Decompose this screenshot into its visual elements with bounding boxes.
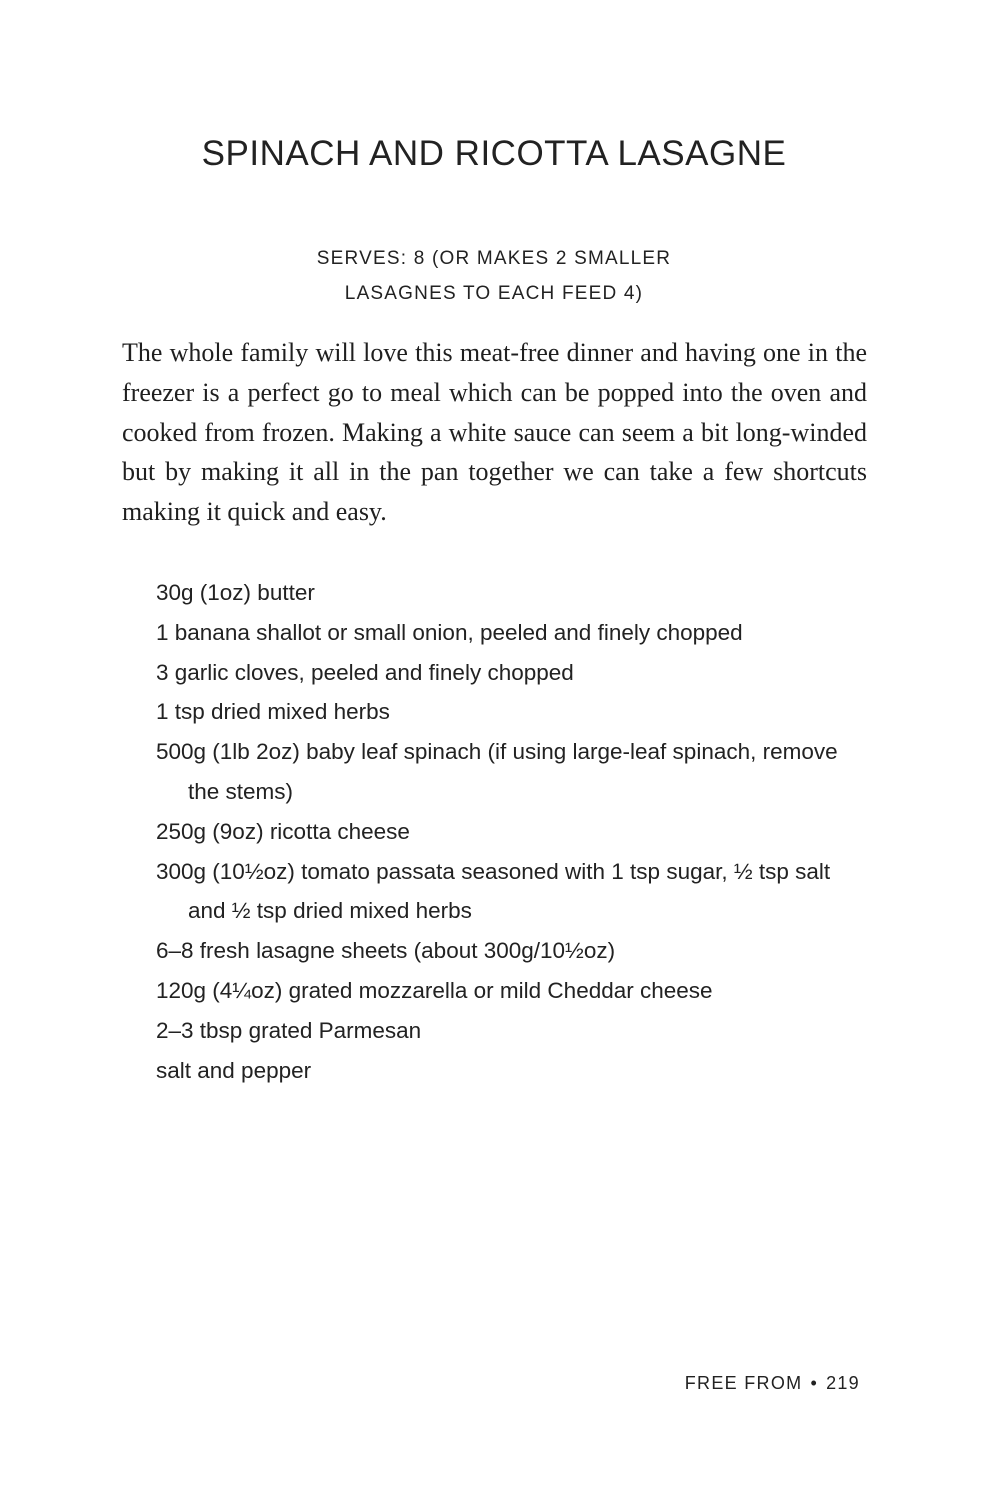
ingredient-item: 250g (9oz) ricotta cheese [156, 818, 410, 844]
ingredient-item: 2–3 tbsp grated Parmesan [156, 1017, 422, 1043]
ingredient-item: salt and pepper [156, 1057, 312, 1083]
footer-section-name: FREE FROM [684, 1373, 803, 1393]
ingredient-item: 1 banana shallot or small onion, peeled and finely chopped [156, 619, 743, 645]
ingredient-item: 500g (1lb 2oz) baby leaf spinach (if using large-leaf spinach, remove the stems) [156, 739, 838, 804]
ingredient-list [156, 573, 856, 1090]
serves-info [0, 241, 988, 311]
ingredient-item: 300g (10½oz) tomato passata seasoned with 1 tsp sugar, ½ tsp salt and ½ tsp dried mixed herbs [156, 858, 831, 924]
recipe-title: SPINACH AND RICOTTA LASAGNE [201, 134, 787, 173]
page-footer [685, 1373, 860, 1394]
ingredient-item: 3 garlic cloves, peeled and finely chopped [156, 659, 574, 685]
ingredient-item: 6–8 fresh lasagne sheets (about 300g/10½oz) [156, 938, 616, 964]
serves-line-1: SERVES: 8 (OR MAKES 2 SMALLER [316, 248, 672, 269]
footer-separator: • [810, 1373, 819, 1393]
ingredient-item: 120g (4¼oz) grated mozzarella or mild Cheddar cheese [156, 977, 713, 1003]
ingredient-item: 1 tsp dried mixed herbs [156, 699, 390, 725]
page-number: 219 [826, 1373, 860, 1393]
ingredient-item: 30g (1oz) butter [156, 580, 315, 605]
recipe-intro: The whole family will love this meat-free dinner and having one in the freezer is a perfect go to meal which can be popped into the oven and cooked from frozen. Making a white sauce can seem a bit long-winded but by making it all in the pan together we can take a few shortcuts making it quick and easy. [122, 338, 867, 527]
serves-line-2: LASAGNES TO EACH FEED 4) [344, 283, 644, 304]
